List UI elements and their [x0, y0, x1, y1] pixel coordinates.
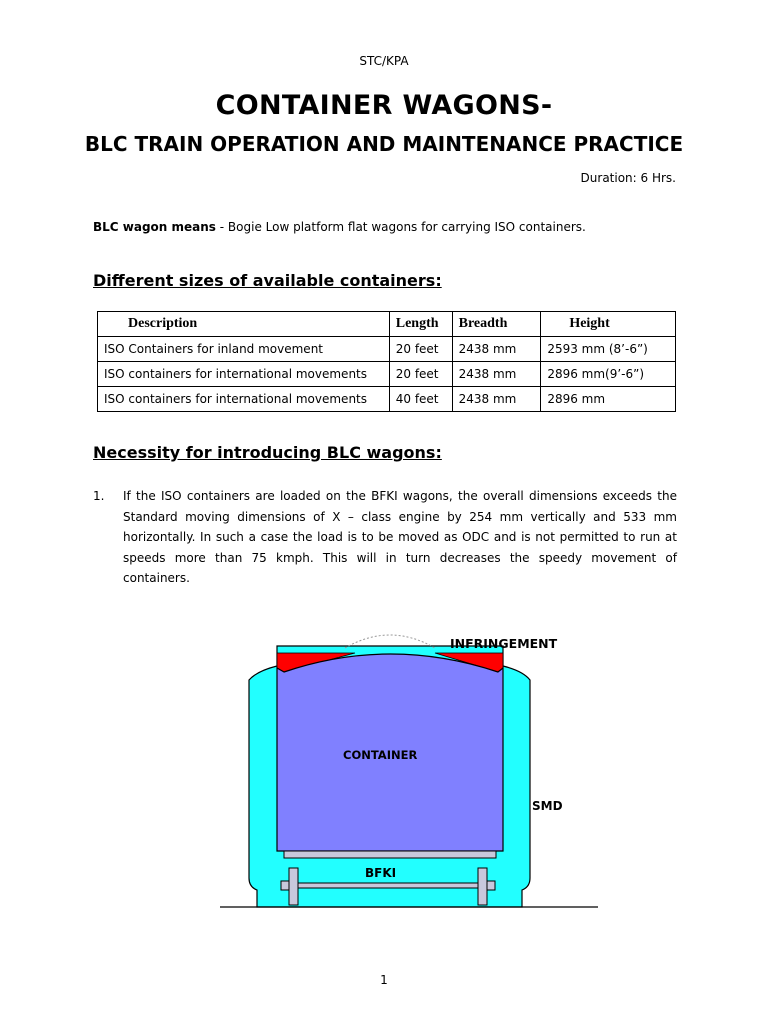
cell-description: ISO Containers for inland movement	[98, 337, 390, 362]
list-item-text: If the ISO containers are loaded on the BFKI wagons, the overall dimensions exceeds the Standard moving dimensions of X – class engine by 254 mm vertically and 533 mm horizontally. In such a case the load is to be moved as ODC and is not permitted to run at speeds more than 75 kmph. This will in turn decreases the speedy movement of containers.	[123, 489, 677, 585]
infringement-diagram	[185, 628, 605, 913]
wheel-left	[289, 868, 298, 905]
wheel-flange-left	[281, 881, 289, 890]
page-title: CONTAINER WAGONS-	[215, 90, 553, 121]
cell-length: 40 feet	[389, 387, 452, 412]
axle	[287, 883, 493, 888]
bfki-label: BFKI	[365, 866, 397, 880]
cell-breadth: 2438 mm	[452, 387, 541, 412]
header-length: Length	[389, 312, 452, 337]
cell-breadth: 2438 mm	[452, 362, 541, 387]
infringement-label: INFRINGEMENT	[450, 636, 558, 651]
cell-description: ISO containers for international movements	[98, 362, 390, 387]
cell-height: 2593 mm (8’-6”)	[541, 337, 676, 362]
wagon-platform	[284, 851, 496, 858]
cell-height: 2896 mm(9’-6”)	[541, 362, 676, 387]
definition-text: - Bogie Low platform flat wagons for carrying ISO containers.	[215, 220, 586, 234]
table-row	[98, 387, 676, 412]
wheel-flange-right	[487, 881, 495, 890]
page-number: 1	[380, 973, 388, 987]
cell-description: ISO containers for international movements	[98, 387, 390, 412]
cell-length: 20 feet	[389, 337, 452, 362]
cell-breadth: 2438 mm	[452, 337, 541, 362]
cell-length: 20 feet	[389, 362, 452, 387]
definition-term: BLC wagon means	[93, 220, 216, 234]
cell-height: 2896 mm	[541, 387, 676, 412]
necessity-list	[93, 486, 677, 589]
header-description: Description	[98, 312, 390, 337]
list-item-number: 1.	[93, 489, 105, 503]
necessity-heading: Necessity for introducing BLC wagons:	[93, 443, 442, 462]
container-sizes-table	[97, 311, 676, 412]
list-item	[93, 486, 677, 589]
table-row	[98, 362, 676, 387]
header-breadth: Breadth	[452, 312, 541, 337]
page-subtitle: BLC TRAIN OPERATION AND MAINTENANCE PRACTICE	[84, 132, 684, 156]
sizes-heading: Different sizes of available containers:	[93, 271, 442, 290]
header-height: Height	[541, 312, 676, 337]
container-label: CONTAINER	[343, 748, 418, 762]
duration-text: Duration: 6 Hrs.	[580, 171, 676, 185]
wheel-right	[478, 868, 487, 905]
smd-label: SMD	[532, 799, 563, 813]
page-header-code: STC/KPA	[359, 54, 409, 68]
table-row	[98, 337, 676, 362]
table-header-row	[98, 312, 676, 337]
definition-paragraph	[93, 220, 586, 234]
